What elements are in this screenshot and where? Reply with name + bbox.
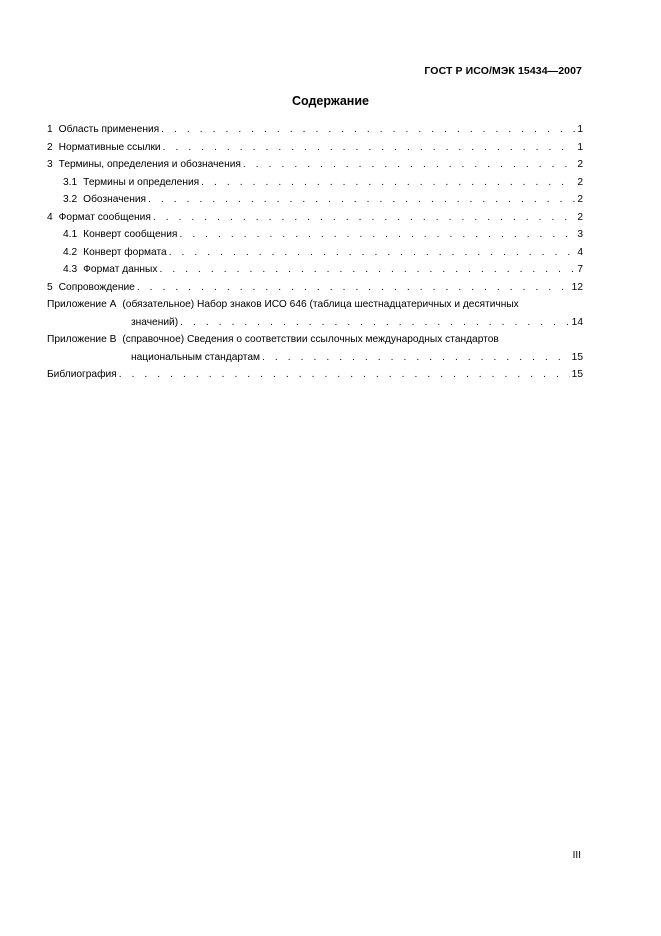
toc-entry-page: 14 <box>571 316 583 328</box>
dot-leader <box>262 349 570 367</box>
dot-leader <box>159 261 575 279</box>
dot-leader <box>119 366 570 384</box>
toc-entry-4-3[interactable] <box>47 261 583 279</box>
toc-entry-label: Формат сообщения <box>58 211 151 223</box>
toc-entry-3-2[interactable] <box>47 191 583 209</box>
toc-entry-label: Область применения <box>58 124 160 135</box>
annex-title-line-2: значений) <box>131 316 179 328</box>
dot-leader <box>137 279 570 297</box>
toc-entry-number: 3 <box>47 159 53 170</box>
toc-entry-label: Библиография <box>47 369 117 380</box>
toc-entry-label: Конверт сообщения <box>83 229 178 240</box>
toc-entry-number: 4 <box>47 211 53 223</box>
toc-entry-page: 7 <box>577 264 583 275</box>
toc-entry-page: 4 <box>577 246 583 258</box>
toc-entry-1[interactable] <box>47 121 583 139</box>
annex-title-line-1: (обязательное) Набор знаков ИСО 646 (таблица шестнадцатеричных и десятичных <box>122 299 519 310</box>
table-of-contents <box>47 121 583 384</box>
dot-leader <box>169 244 576 262</box>
toc-entry-label: Термины и определения <box>83 176 200 188</box>
toc-entry-page: 12 <box>571 281 583 293</box>
toc-entry-2[interactable] <box>47 139 583 157</box>
dot-leader <box>179 226 575 244</box>
toc-annex-a[interactable] <box>47 296 583 331</box>
toc-entry-page: 1 <box>577 141 583 153</box>
toc-entry-number: 4.2 <box>63 246 78 258</box>
toc-entry-number: 4.1 <box>63 229 78 240</box>
toc-entry-bibliography[interactable] <box>47 366 583 384</box>
toc-entry-4-2[interactable] <box>47 244 583 262</box>
toc-entry-page: 15 <box>571 351 583 363</box>
toc-entry-label: Обозначения <box>83 194 147 205</box>
toc-title: Содержание <box>291 94 369 108</box>
toc-entry-label: Конверт формата <box>83 246 167 258</box>
toc-entry-page: 1 <box>577 124 583 135</box>
dot-leader <box>153 209 575 227</box>
toc-entry-3[interactable] <box>47 156 583 174</box>
toc-entry-label: Нормативные ссылки <box>58 141 161 153</box>
toc-entry-page: 2 <box>577 194 583 205</box>
document-code: ГОСТ Р ИСО/МЭК 15434—2007 <box>424 65 582 77</box>
toc-entry-page: 3 <box>577 229 583 240</box>
page-number: III <box>572 850 581 861</box>
dot-leader <box>180 314 570 332</box>
dot-leader <box>163 139 576 157</box>
toc-entry-page: 15 <box>571 369 583 380</box>
dot-leader <box>148 191 575 209</box>
toc-entry-number: 3.2 <box>63 194 78 205</box>
toc-entry-page: 2 <box>577 159 583 170</box>
dot-leader <box>201 174 575 192</box>
toc-entry-4[interactable] <box>47 209 583 227</box>
toc-entry-number: 3.1 <box>63 176 78 188</box>
annex-title-line-1: (справочное) Сведения о соответствии ссылочных международных стандартов <box>122 334 499 345</box>
toc-entry-label: Сопровождение <box>58 281 135 293</box>
annex-prefix: Приложение А <box>47 299 117 310</box>
toc-entry-label: Формат данных <box>83 264 158 275</box>
toc-entry-number: 1 <box>47 124 53 135</box>
annex-prefix: Приложение В <box>47 334 117 345</box>
toc-entry-page: 2 <box>577 211 583 223</box>
annex-title-line-2: национальным стандартам <box>131 351 261 363</box>
dot-leader <box>243 156 575 174</box>
toc-annex-b[interactable] <box>47 331 583 366</box>
toc-entry-page: 2 <box>577 176 583 188</box>
toc-entry-5[interactable] <box>47 279 583 297</box>
toc-entry-4-1[interactable] <box>47 226 583 244</box>
toc-entry-3-1[interactable] <box>47 174 583 192</box>
toc-entry-number: 5 <box>47 281 53 293</box>
dot-leader <box>161 121 575 139</box>
toc-entry-number: 2 <box>47 141 53 153</box>
toc-entry-label: Термины, определения и обозначения <box>58 159 241 170</box>
toc-entry-number: 4.3 <box>63 264 78 275</box>
